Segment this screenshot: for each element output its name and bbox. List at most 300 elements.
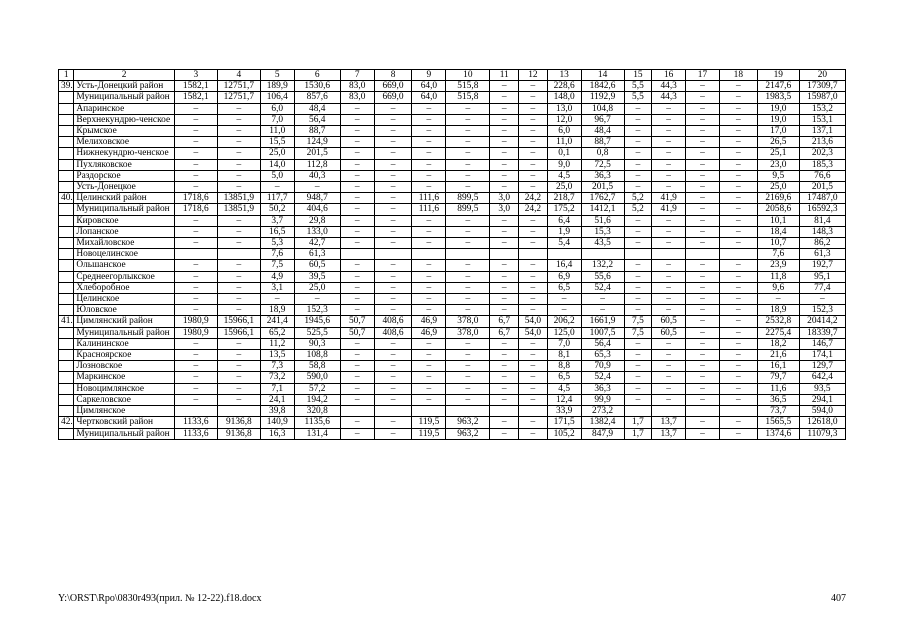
value-cell: – (446, 383, 490, 394)
value-cell: 5,4 (547, 238, 581, 249)
value-cell: 273,2 (581, 406, 624, 417)
value-cell: 83,0 (340, 92, 374, 103)
value-cell: – (652, 159, 686, 170)
value-cell: – (374, 417, 412, 428)
value-cell: 83,0 (340, 81, 374, 92)
value-cell: – (412, 238, 446, 249)
value-cell: – (519, 114, 548, 125)
table-row (59, 361, 846, 372)
value-cell: 11079,3 (799, 428, 845, 439)
value-cell: – (374, 282, 412, 293)
value-cell: 18,4 (757, 226, 799, 237)
value-cell: 111,6 (412, 204, 446, 215)
value-cell: – (686, 338, 720, 349)
table-row (59, 92, 846, 103)
column-number-cell: 15 (624, 70, 652, 81)
value-cell: 1582,1 (174, 81, 217, 92)
column-number-cell: 8 (374, 70, 412, 81)
value-cell: 96,7 (581, 114, 624, 125)
value-cell: – (374, 148, 412, 159)
value-cell: 7,5 (624, 316, 652, 327)
value-cell: – (374, 260, 412, 271)
value-cell: – (174, 350, 217, 361)
row-number-cell (59, 428, 74, 439)
value-cell: – (624, 170, 652, 181)
value-cell: – (412, 114, 446, 125)
value-cell: 64,0 (412, 81, 446, 92)
value-cell: – (446, 126, 490, 137)
column-number-cell: 11 (490, 70, 519, 81)
value-cell: – (519, 428, 548, 439)
value-cell: – (217, 294, 260, 305)
value-cell (446, 249, 490, 260)
value-cell: – (719, 238, 757, 249)
value-cell: 7,5 (624, 327, 652, 338)
value-cell: – (174, 103, 217, 114)
value-cell: 55,6 (581, 271, 624, 282)
value-cell: 1412,1 (581, 204, 624, 215)
value-cell: 13851,9 (217, 193, 260, 204)
value-cell: – (519, 182, 548, 193)
value-cell: – (519, 338, 548, 349)
value-cell: 3,1 (260, 282, 294, 293)
value-cell: – (581, 294, 624, 305)
value-cell: – (446, 148, 490, 159)
value-cell: 1007,5 (581, 327, 624, 338)
value-cell: 18339,7 (799, 327, 845, 338)
value-cell: – (719, 350, 757, 361)
table-row (59, 204, 846, 215)
value-cell: 16,1 (757, 361, 799, 372)
district-name-cell: Калининское (74, 338, 174, 349)
value-cell: – (490, 394, 519, 405)
footer-file-path: Y:\ORST\Rpo\0830r493(прил. № 12-22).f18.docx (58, 593, 262, 604)
value-cell: – (174, 182, 217, 193)
value-cell: – (490, 417, 519, 428)
value-cell: – (174, 226, 217, 237)
value-cell: 25,0 (294, 282, 340, 293)
value-cell: – (652, 394, 686, 405)
row-number-cell (59, 327, 74, 338)
value-cell: 515,8 (446, 92, 490, 103)
column-number-cell: 5 (260, 70, 294, 81)
value-cell (652, 249, 686, 260)
value-cell: – (519, 383, 548, 394)
value-cell: 590,0 (294, 372, 340, 383)
value-cell: – (519, 260, 548, 271)
value-cell: 36,3 (581, 170, 624, 181)
value-cell: 7,5 (260, 260, 294, 271)
district-name-cell: Крымское (74, 126, 174, 137)
value-cell: 1374,6 (757, 428, 799, 439)
value-cell: – (652, 260, 686, 271)
value-cell: – (519, 226, 548, 237)
value-cell: – (686, 361, 720, 372)
column-number-cell: 7 (340, 70, 374, 81)
district-name-cell: Усть-Донецкое (74, 182, 174, 193)
district-name-cell: Муниципальный район (74, 327, 174, 338)
value-cell: 6,0 (547, 126, 581, 137)
value-cell: – (446, 294, 490, 305)
value-cell: 29,8 (294, 215, 340, 226)
value-cell: – (624, 182, 652, 193)
value-cell: 90,3 (294, 338, 340, 349)
row-number-cell (59, 204, 74, 215)
value-cell: – (340, 417, 374, 428)
value-cell: 194,2 (294, 394, 340, 405)
value-cell: 213,6 (799, 137, 845, 148)
value-cell: – (624, 294, 652, 305)
column-number-cell: 3 (174, 70, 217, 81)
value-cell: – (374, 361, 412, 372)
value-cell: 24,2 (519, 204, 548, 215)
value-cell: – (686, 159, 720, 170)
value-cell: 294,1 (799, 394, 845, 405)
value-cell: – (174, 126, 217, 137)
value-cell (217, 249, 260, 260)
value-cell: – (446, 350, 490, 361)
value-cell: – (174, 394, 217, 405)
value-cell: 7,6 (757, 249, 799, 260)
value-cell: 76,6 (799, 170, 845, 181)
value-cell: 137,1 (799, 126, 845, 137)
row-number-cell (59, 249, 74, 260)
value-cell: 152,3 (294, 305, 340, 316)
value-cell: – (719, 260, 757, 271)
value-cell: 15966,1 (217, 316, 260, 327)
table-row (59, 327, 846, 338)
column-number-cell: 9 (412, 70, 446, 81)
value-cell: – (686, 226, 720, 237)
value-cell: 60,5 (294, 260, 340, 271)
value-cell: – (374, 159, 412, 170)
value-cell: – (217, 114, 260, 125)
value-cell: 1382,4 (581, 417, 624, 428)
district-name-cell: Верхнекундрю-ченское (74, 114, 174, 125)
value-cell: 2275,4 (757, 327, 799, 338)
value-cell: 1980,9 (174, 327, 217, 338)
table-row (59, 316, 846, 327)
value-cell: 50,7 (340, 327, 374, 338)
value-cell: 6,4 (547, 215, 581, 226)
value-cell (719, 249, 757, 260)
value-cell: 1,7 (624, 428, 652, 439)
value-cell: – (490, 159, 519, 170)
value-cell: – (519, 148, 548, 159)
row-number-cell (59, 126, 74, 137)
value-cell: – (686, 193, 720, 204)
value-cell: – (340, 338, 374, 349)
value-cell: 132,2 (581, 260, 624, 271)
value-cell: – (217, 215, 260, 226)
value-cell: 25,1 (757, 148, 799, 159)
district-name-cell: Лозновское (74, 361, 174, 372)
value-cell: – (652, 238, 686, 249)
value-cell: – (719, 92, 757, 103)
value-cell: – (547, 294, 581, 305)
value-cell: – (446, 338, 490, 349)
value-cell: – (374, 204, 412, 215)
value-cell: 0,8 (581, 148, 624, 159)
value-cell: – (374, 383, 412, 394)
row-number-cell (59, 114, 74, 125)
value-cell: – (340, 394, 374, 405)
value-cell: – (652, 114, 686, 125)
value-cell: 88,7 (294, 126, 340, 137)
district-name-cell: Цимлянский район (74, 316, 174, 327)
value-cell: 153,2 (799, 103, 845, 114)
value-cell: – (174, 282, 217, 293)
value-cell (412, 249, 446, 260)
row-number-cell (59, 305, 74, 316)
value-cell: 33,9 (547, 406, 581, 417)
value-cell: – (374, 305, 412, 316)
value-cell: – (490, 383, 519, 394)
value-cell: 192,7 (799, 260, 845, 271)
value-cell: – (686, 238, 720, 249)
value-cell: – (519, 372, 548, 383)
row-number-cell (59, 238, 74, 249)
value-cell: 1945,6 (294, 316, 340, 327)
value-cell: 25,0 (260, 148, 294, 159)
row-number-cell (59, 282, 74, 293)
row-number-cell (59, 226, 74, 237)
value-cell: 1582,1 (174, 92, 217, 103)
value-cell: 9,6 (757, 282, 799, 293)
value-cell: – (374, 114, 412, 125)
value-cell: – (652, 294, 686, 305)
value-cell (624, 249, 652, 260)
value-cell: 1,7 (624, 417, 652, 428)
value-cell: – (624, 114, 652, 125)
value-cell: – (174, 260, 217, 271)
value-cell: – (340, 170, 374, 181)
value-cell: – (719, 126, 757, 137)
value-cell: 42,7 (294, 238, 340, 249)
row-number-cell (59, 170, 74, 181)
value-cell: 899,5 (446, 204, 490, 215)
value-cell: 3,0 (490, 204, 519, 215)
value-cell: 669,0 (374, 92, 412, 103)
value-cell: – (340, 215, 374, 226)
value-cell: – (446, 226, 490, 237)
value-cell: – (217, 103, 260, 114)
value-cell: – (686, 148, 720, 159)
table-row (59, 182, 846, 193)
value-cell: – (340, 103, 374, 114)
value-cell: 60,5 (652, 327, 686, 338)
value-cell: 119,5 (412, 417, 446, 428)
value-cell: – (340, 260, 374, 271)
value-cell: 21,6 (757, 350, 799, 361)
value-cell: – (217, 159, 260, 170)
value-cell: – (446, 305, 490, 316)
value-cell: 6,7 (490, 327, 519, 338)
value-cell: – (412, 361, 446, 372)
value-cell: 15,5 (260, 137, 294, 148)
value-cell: 17487,0 (799, 193, 845, 204)
value-cell: – (719, 226, 757, 237)
value-cell (652, 406, 686, 417)
value-cell: – (174, 372, 217, 383)
value-cell: – (174, 238, 217, 249)
value-cell: – (217, 282, 260, 293)
value-cell: – (490, 148, 519, 159)
value-cell: – (412, 170, 446, 181)
value-cell: – (519, 271, 548, 282)
value-cell: 18,2 (757, 338, 799, 349)
table-row (59, 81, 846, 92)
table-row (59, 226, 846, 237)
value-cell: – (340, 137, 374, 148)
value-cell: – (624, 238, 652, 249)
value-cell: – (174, 338, 217, 349)
value-cell: – (174, 114, 217, 125)
value-cell: 16592,3 (799, 204, 845, 215)
value-cell: – (519, 394, 548, 405)
value-cell: – (446, 215, 490, 226)
value-cell (374, 249, 412, 260)
value-cell: – (686, 417, 720, 428)
value-cell: 112,8 (294, 159, 340, 170)
row-number-cell (59, 271, 74, 282)
value-cell: – (581, 305, 624, 316)
value-cell: 5,2 (624, 204, 652, 215)
value-cell: – (412, 137, 446, 148)
column-number-cell: 20 (799, 70, 845, 81)
value-cell: – (719, 170, 757, 181)
value-cell: 50,2 (260, 204, 294, 215)
value-cell: 48,4 (294, 103, 340, 114)
column-number-cell: 6 (294, 70, 340, 81)
value-cell: – (719, 282, 757, 293)
district-name-cell: Новоцимлянское (74, 383, 174, 394)
value-cell: – (412, 126, 446, 137)
value-cell: – (446, 114, 490, 125)
value-cell: 57,2 (294, 383, 340, 394)
value-cell: – (217, 271, 260, 282)
value-cell: – (490, 338, 519, 349)
value-cell: 14,0 (260, 159, 294, 170)
value-cell: – (624, 126, 652, 137)
district-name-cell: Новоцелинское (74, 249, 174, 260)
value-cell: – (490, 92, 519, 103)
value-cell: – (174, 137, 217, 148)
value-cell: – (412, 383, 446, 394)
value-cell: – (217, 338, 260, 349)
value-cell: – (490, 103, 519, 114)
value-cell: – (340, 148, 374, 159)
value-cell: – (519, 170, 548, 181)
value-cell: – (174, 148, 217, 159)
value-cell: 25,0 (547, 182, 581, 193)
column-number-cell: 18 (719, 70, 757, 81)
value-cell: 16,3 (260, 428, 294, 439)
value-cell: 857,6 (294, 92, 340, 103)
value-cell: 131,4 (294, 428, 340, 439)
value-cell: – (624, 282, 652, 293)
value-cell: 8,8 (547, 361, 581, 372)
value-cell (217, 406, 260, 417)
value-cell: 79,7 (757, 372, 799, 383)
value-cell: – (174, 271, 217, 282)
value-cell: – (686, 81, 720, 92)
value-cell: 13851,9 (217, 204, 260, 215)
value-cell: 19,0 (757, 114, 799, 125)
value-cell: – (624, 260, 652, 271)
value-cell: – (719, 204, 757, 215)
value-cell: 594,0 (799, 406, 845, 417)
value-cell (490, 249, 519, 260)
value-cell: 52,4 (581, 282, 624, 293)
value-cell: – (446, 137, 490, 148)
row-number-cell (59, 361, 74, 372)
value-cell (340, 249, 374, 260)
value-cell: – (652, 338, 686, 349)
value-cell: 88,7 (581, 137, 624, 148)
value-cell: 11,6 (757, 383, 799, 394)
value-cell: 13,7 (652, 417, 686, 428)
value-cell: – (624, 148, 652, 159)
value-cell: – (519, 159, 548, 170)
value-cell: – (490, 260, 519, 271)
value-cell: 25,0 (757, 182, 799, 193)
value-cell: 12,4 (547, 394, 581, 405)
value-cell: 1,9 (547, 226, 581, 237)
value-cell (581, 249, 624, 260)
value-cell: – (374, 238, 412, 249)
column-number-cell: 1 (59, 70, 74, 81)
column-number-cell: 19 (757, 70, 799, 81)
row-number-cell (59, 383, 74, 394)
value-cell: 99,9 (581, 394, 624, 405)
value-cell: – (174, 361, 217, 372)
value-cell: 5,0 (260, 170, 294, 181)
value-cell: – (652, 126, 686, 137)
value-cell: – (490, 350, 519, 361)
table-row (59, 428, 846, 439)
row-number-cell (59, 148, 74, 159)
value-cell: 525,5 (294, 327, 340, 338)
value-cell: – (757, 294, 799, 305)
value-cell: – (686, 372, 720, 383)
value-cell: – (217, 394, 260, 405)
value-cell: 6,5 (547, 282, 581, 293)
value-cell: – (519, 81, 548, 92)
value-cell: – (519, 350, 548, 361)
value-cell (174, 406, 217, 417)
district-name-cell: Раздорское (74, 170, 174, 181)
district-name-cell: Муниципальный район (74, 92, 174, 103)
value-cell: 52,4 (581, 372, 624, 383)
value-cell: – (217, 126, 260, 137)
district-name-cell: Хлеборобное (74, 282, 174, 293)
value-cell: 642,4 (799, 372, 845, 383)
value-cell: – (624, 338, 652, 349)
row-number-cell: 42. (59, 417, 74, 428)
value-cell: – (719, 114, 757, 125)
value-cell: – (686, 428, 720, 439)
value-cell: 171,5 (547, 417, 581, 428)
value-cell: 108,8 (294, 350, 340, 361)
value-cell: 20414,2 (799, 316, 845, 327)
value-cell: 65,2 (260, 327, 294, 338)
value-cell: – (519, 137, 548, 148)
value-cell: – (519, 238, 548, 249)
value-cell: – (446, 238, 490, 249)
value-cell: 39,5 (294, 271, 340, 282)
value-cell: – (340, 238, 374, 249)
